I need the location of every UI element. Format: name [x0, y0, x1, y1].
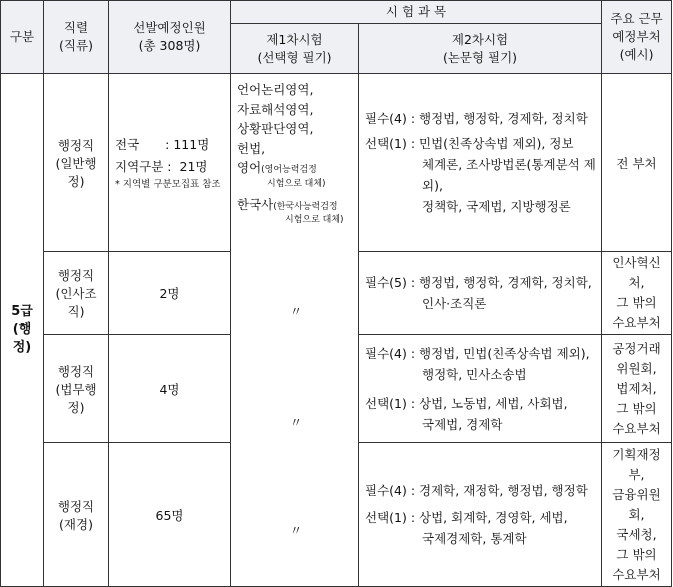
header-category: 구분: [1, 1, 44, 74]
job-series-cell: 행정직 (재경): [44, 443, 109, 587]
ditto-mark: 〃: [289, 523, 303, 538]
job-series-cell: 행정직 (일반행정): [44, 74, 109, 252]
quota-cell: 65명: [109, 443, 231, 587]
header-second-exam: 제2차시험 (논문형 필기): [359, 24, 602, 74]
departments-cell: 기획재정부, 금융위원회, 국세청, 그 밖의 수요부처: [602, 443, 672, 587]
table-row: [1, 74, 672, 252]
job-series-cell: 행정직 (인사조직): [44, 252, 109, 335]
departments-cell: 공정거래 위원회, 법제처, 그 밖의 수요부처: [602, 335, 672, 443]
quota-cell: 전국 : 111명 지역구분 : 21명 * 지역별 구분모집표 참조: [109, 74, 231, 252]
quota-cell: 2명: [109, 252, 231, 335]
header-planned-quota: 선발예정인원 (총 308명): [109, 1, 231, 74]
header-first-exam: 제1차시험 (선택형 필기): [231, 24, 359, 74]
grade-cell: 5급 (행정): [1, 74, 44, 587]
header-exam-subjects: 시 험 과 목: [231, 1, 602, 24]
job-series-cell: 행정직 (법무행정): [44, 335, 109, 443]
second-exam-subjects-cell: 필수(4) : 행정법, 민법(친족상속법 제외), 행정학, 민사소송법 선택(1) : 상법, 노동법, 세법, 사회법, 국제법, 경제학: [359, 335, 602, 443]
header-departments: 주요 근무 예정부처 (예시): [602, 1, 672, 74]
ditto-mark: 〃: [289, 415, 303, 430]
header-job-series: 직렬 (직류): [44, 1, 109, 74]
second-exam-subjects-cell: 필수(5) : 행정법, 행정학, 경제학, 정치학, 인사·조직론: [359, 252, 602, 335]
ditto-mark: 〃: [289, 304, 303, 319]
quota-cell: 4명: [109, 335, 231, 443]
departments-cell: 인사혁신처, 그 밖의 수요부처: [602, 252, 672, 335]
departments-cell: 전 부처: [602, 74, 672, 252]
second-exam-subjects-cell: 필수(4) : 경제학, 재정학, 행정법, 행정학 선택(1) : 상법, 회계학, 경영학, 세법, 국제경제학, 통계학: [359, 443, 602, 587]
first-exam-subjects-cell: 언어논리영역, 자료해석영역, 상황판단영역, 헌법, 영어(영어능력검정 시험으로 대체) 한국사(한국사능력검정 시험으로 대체) 〃 〃 〃: [231, 74, 359, 587]
second-exam-subjects-cell: 필수(4) : 행정법, 행정학, 경제학, 정치학 선택(1) : 민법(친족상속법 제외), 정보 체계론, 조사방법론(통계분석 제외), 정책학, 국제법, 지방행정론: [359, 74, 602, 252]
